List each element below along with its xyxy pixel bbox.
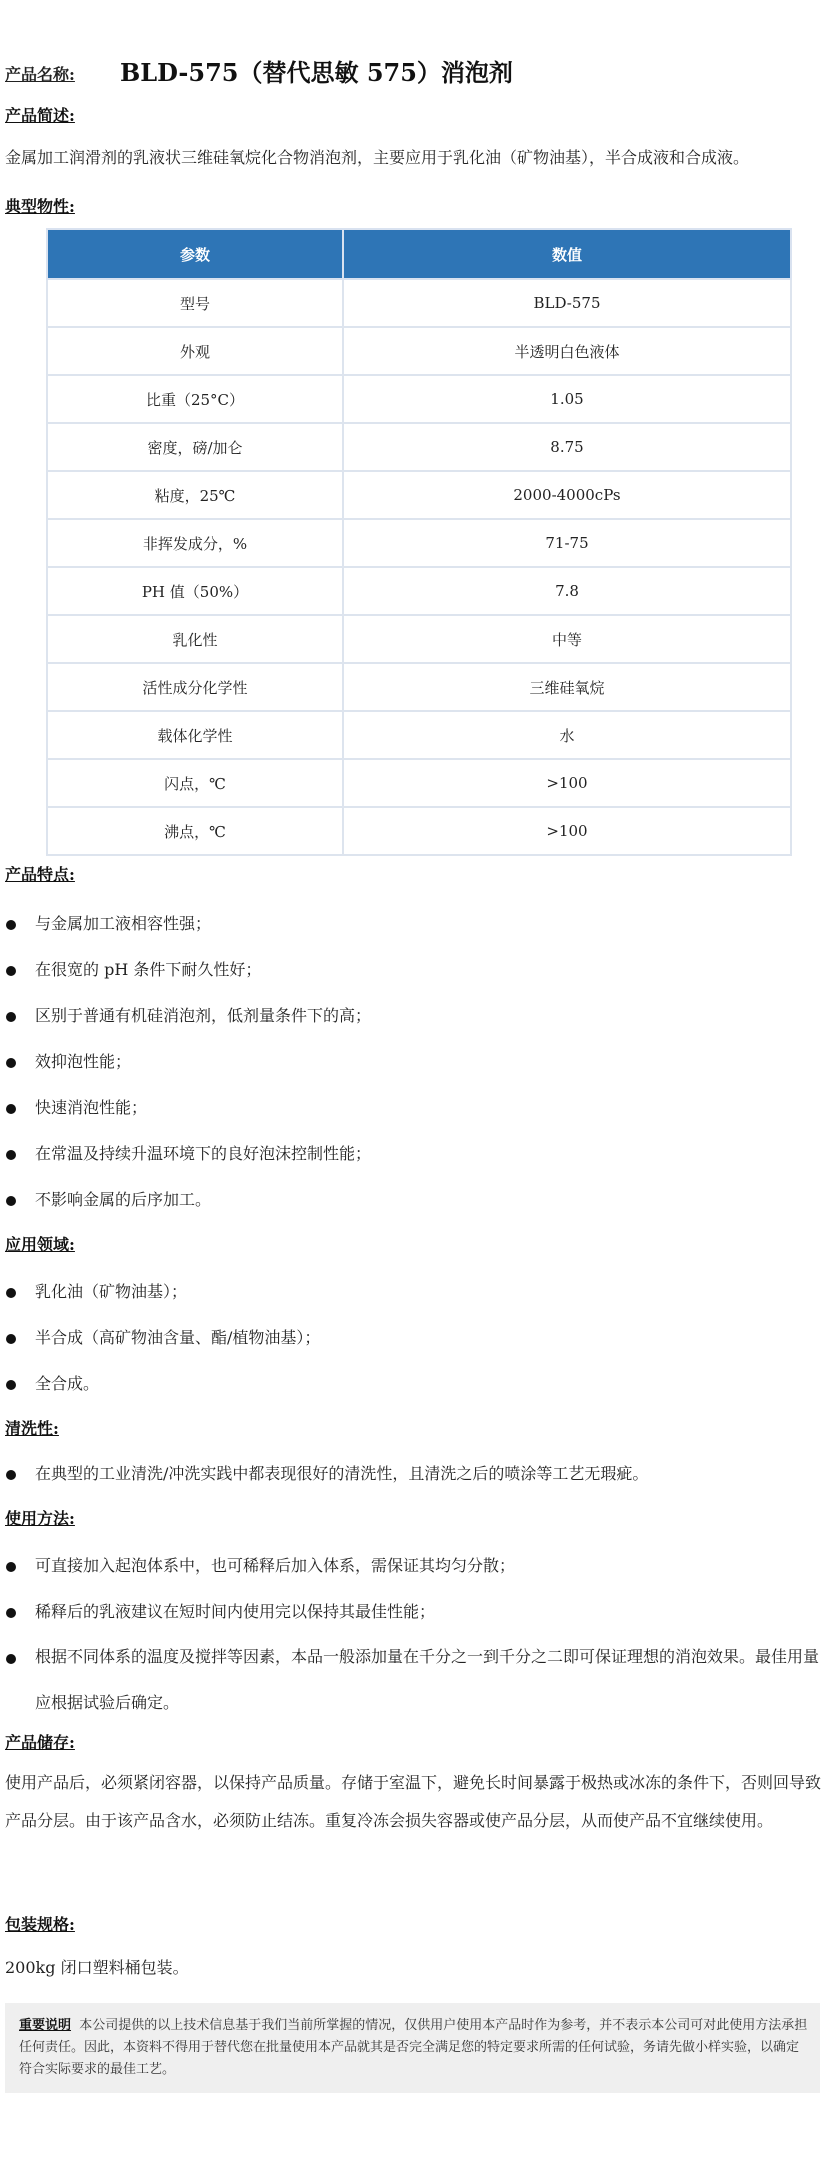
bullet-dot-icon [6, 1058, 16, 1068]
applications-heading: 应用领域: [5, 1235, 75, 1254]
summary-heading: 产品简述: [5, 106, 75, 125]
table-cell-param: 比重（25°C） [47, 375, 343, 423]
table-cell-param: 沸点，℃ [47, 807, 343, 855]
bullet-dot-icon [6, 1150, 16, 1160]
list-item-text: 效抑泡性能； [35, 1052, 132, 1071]
table-cell-value: 71-75 [343, 519, 791, 567]
table-row [47, 471, 791, 519]
bullet-dot-icon [6, 1012, 16, 1022]
table-cell-param: 外观 [47, 327, 343, 375]
table-cell-param: 非挥发成分，% [47, 519, 343, 567]
table-cell-param: 载体化学性 [47, 711, 343, 759]
list-item-text: 可直接加入起泡体系中，也可稀释后加入体系，需保证其均匀分散； [35, 1556, 516, 1575]
bullet-dot-icon [6, 966, 16, 976]
properties-heading: 典型物性: [5, 197, 75, 216]
table-row [47, 615, 791, 663]
table-header-param: 参数 [47, 229, 343, 279]
table-row [47, 567, 791, 615]
table-row [47, 807, 791, 855]
table-cell-param: 密度，磅/加仑 [47, 423, 343, 471]
list-item-text: 在典型的工业清洗/冲洗实践中都表现很好的清洗性，且清洗之后的喷涂等工艺无瑕疵。 [35, 1464, 649, 1483]
table-cell-value: 8.75 [343, 423, 791, 471]
table-cell-value: 三维硅氧烷 [343, 663, 791, 711]
table-header-row [47, 229, 791, 279]
table-cell-value: >100 [343, 759, 791, 807]
table-row [47, 663, 791, 711]
list-item-text: 稀释后的乳液建议在短时间内使用完以保持其最佳性能； [35, 1602, 436, 1621]
storage-heading: 产品储存: [5, 1733, 75, 1752]
list-item-text: 不影响金属的后序加工。 [35, 1190, 212, 1209]
bullet-dot-icon [6, 1562, 16, 1572]
table-cell-value: 中等 [343, 615, 791, 663]
list-item-text: 根据不同体系的温度及搅拌等因素，本品一般添加量在千分之一到千分之二即可保证理想的消泡效果。最佳用量应根据试验后确定。 [35, 1647, 820, 1712]
product-name-label: 产品名称: [5, 65, 75, 84]
bullet-dot-icon [6, 920, 16, 930]
table-cell-value: 7.8 [343, 567, 791, 615]
table-cell-value: 半透明白色液体 [343, 327, 791, 375]
table-cell-param: PH 值（50%） [47, 567, 343, 615]
disclaimer-lead: 重要说明 [19, 2018, 72, 2033]
table-cell-param: 闪点，℃ [47, 759, 343, 807]
table-cell-value: 水 [343, 711, 791, 759]
bullet-dot-icon [6, 1334, 16, 1344]
list-item-text: 区别于普通有机硅消泡剂，低剂量条件下的高； [35, 1006, 372, 1025]
bullet-dot-icon [6, 1654, 16, 1664]
list-item-text: 快速消泡性能； [35, 1098, 148, 1117]
list-item-text: 在很宽的 pH 条件下耐久性好； [35, 960, 262, 979]
usage-heading: 使用方法: [5, 1509, 75, 1528]
table-cell-value: 2000-4000cPs [343, 471, 791, 519]
list-item-text: 半合成（高矿物油含量、酯/植物油基）； [35, 1328, 321, 1347]
properties-table [46, 228, 792, 856]
storage-text: 使用产品后，必须紧闭容器，以保持产品质量。存储于室温下，避免长时间暴露于极热或冰冻的条件下，否则回导致产品分层。由于该产品含水，必须防止结冻。重复冷冻会损失容器或使产品分层，从而使产品不宜继续使用。 [5, 1773, 822, 1830]
disclaimer-text-block [19, 2015, 809, 2081]
cleaning-heading: 清洗性: [5, 1419, 59, 1438]
summary-text: 金属加工润滑剂的乳液状三维硅氧烷化合物消泡剂，主要应用于乳化油（矿物油基），半合成液和合成液。 [5, 148, 750, 167]
disclaimer-text: 本公司提供的以上技术信息基于我们当前所掌握的情况，仅供用户使用本产品时作为参考，并不表示本公司可对此使用方法承担任何责任。因此，本资料不得用于替代您在批量使用本产品就其是否完全满足您的特定要求所需的任何试验，务请先做小样实验，以确定符合实际要求的最佳工艺。 [19, 2018, 808, 2077]
table-row [47, 423, 791, 471]
bullet-dot-icon [6, 1196, 16, 1206]
bullet-dot-icon [6, 1288, 16, 1298]
table-cell-param: 粘度，25℃ [47, 471, 343, 519]
table-row [47, 375, 791, 423]
product-title-row [5, 52, 825, 88]
bullet-dot-icon [6, 1104, 16, 1114]
bullet-dot-icon [6, 1608, 16, 1618]
packaging-heading: 包装规格: [5, 1915, 75, 1934]
list-item-text: 乳化油（矿物油基）； [35, 1282, 188, 1301]
table-cell-param: 活性成分化学性 [47, 663, 343, 711]
table-cell-value: >100 [343, 807, 791, 855]
list-item-text: 在常温及持续升温环境下的良好泡沫控制性能； [35, 1144, 372, 1163]
list-item-text: 与金属加工液相容性强； [35, 914, 212, 933]
packaging-text: 200kg 闭口塑料桶包装。 [5, 1958, 189, 1977]
table-row [47, 711, 791, 759]
table-cell-value: 1.05 [343, 375, 791, 423]
table-cell-param: 乳化性 [47, 615, 343, 663]
bullet-dot-icon [6, 1380, 16, 1390]
features-heading: 产品特点: [5, 865, 75, 884]
table-row [47, 759, 791, 807]
product-name-value: BLD-575（替代思敏 575）消泡剂 [120, 58, 513, 87]
bullet-dot-icon [6, 1470, 16, 1480]
table-header-value: 数值 [343, 229, 791, 279]
table-row [47, 519, 791, 567]
table-cell-value: BLD-575 [343, 279, 791, 327]
table-row [47, 327, 791, 375]
list-item-text: 全合成。 [35, 1374, 100, 1393]
disclaimer-box [5, 2003, 820, 2093]
table-row [47, 279, 791, 327]
table-cell-param: 型号 [47, 279, 343, 327]
